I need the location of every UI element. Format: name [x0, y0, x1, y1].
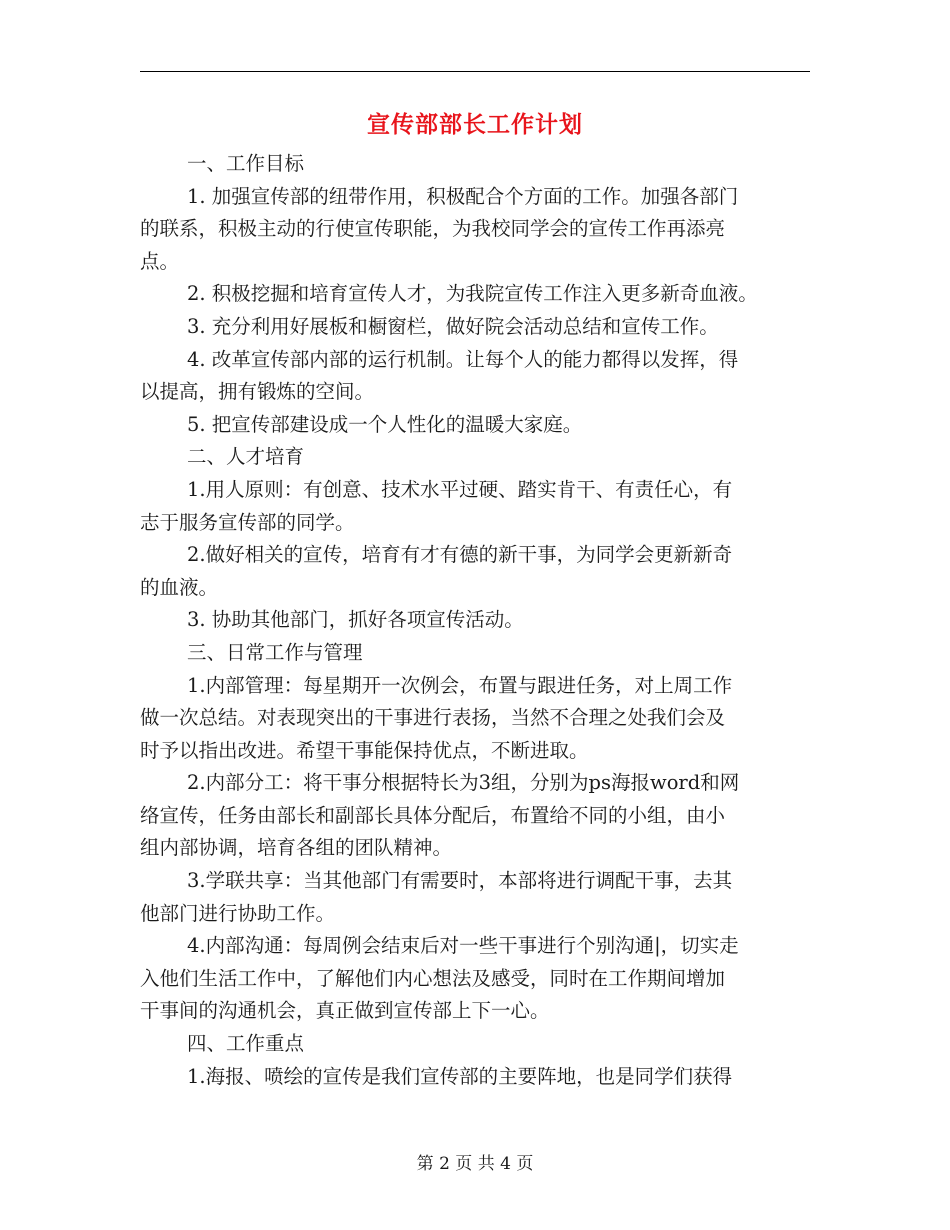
document-title: 宣传部部长工作计划 — [367, 111, 583, 138]
paragraph-line: 干事间的沟通机会，真正做到宣传部上下一心。 — [140, 999, 550, 1023]
paragraph-line: 1.内部管理：每星期开一次例会，布置与跟进任务，对上周工作 — [187, 673, 733, 697]
paragraph-line: 以提高，拥有锻炼的空间。 — [140, 380, 375, 404]
paragraph-line: 4.内部沟通：每周例会结束后对一些干事进行个别沟通|，切实走 — [187, 934, 739, 958]
paragraph-line: 1. 加强宣传部的纽带作用，积极配合个方面的工作。加强各部门 — [187, 184, 739, 208]
paragraph-line: 2.内部分工：将干事分根据特长为3组，分别为ps海报word和网 — [187, 771, 740, 795]
paragraph-line: 点。 — [140, 249, 180, 273]
paragraph-line: 志于服务宣传部的同学。 — [140, 510, 355, 534]
paragraph-line: 1.海报、喷绘的宣传是我们宣传部的主要阵地，也是同学们获得 — [187, 1064, 733, 1088]
paragraph-line: 四、工作重点 — [187, 1032, 305, 1056]
paragraph-line: 组内部协调，培育各组的团队精神。 — [140, 836, 453, 860]
paragraph-line: 5. 把宣传部建设成一个人性化的温暖大家庭。 — [187, 412, 583, 436]
paragraph-line: 二、人才培育 — [187, 445, 305, 469]
paragraph-line: 3. 协助其他部门，抓好各项宣传活动。 — [187, 608, 524, 632]
paragraph-line: 3.学联共享：当其他部门有需要时，本部将进行调配干事，去其 — [187, 869, 733, 893]
header-rule — [140, 71, 810, 72]
paragraph-line: 三、日常工作与管理 — [187, 640, 363, 664]
paragraph-line: 时予以指出改进。希望干事能保持优点，不断进取。 — [140, 738, 589, 762]
paragraph-line: 他部门进行协助工作。 — [140, 901, 336, 925]
paragraph-line: 1.用人原则：有创意、技术水平过硬、踏实肯干、有责任心，有 — [187, 477, 733, 501]
paragraph-line: 2.做好相关的宣传，培育有才有德的新干事，为同学会更新新奇 — [187, 543, 733, 567]
paragraph-line: 3. 充分利用好展板和橱窗栏，做好院会活动总结和宣传工作。 — [187, 314, 719, 338]
paragraph-line: 4. 改革宣传部内部的运行机制。让每个人的能力都得以发挥，得 — [187, 347, 739, 371]
paragraph-line: 的血液。 — [140, 575, 219, 599]
document-body — [140, 148, 820, 1093]
paragraph-line: 入他们生活工作中，了解他们内心想法及感受，同时在工作期间增加 — [140, 966, 726, 990]
paragraph-line: 2. 积极挖掘和培育宣传人才，为我院宣传工作注入更多新奇血液。 — [187, 282, 758, 306]
page-number: 第 2 页 共 4 页 — [416, 1154, 534, 1174]
paragraph-line: 做一次总结。对表现突出的干事进行表扬，当然不合理之处我们会及 — [140, 706, 726, 730]
paragraph-line: 一、工作目标 — [187, 152, 305, 175]
paragraph-line: 的联系，积极主动的行使宣传职能，为我校同学会的宣传工作再添亮 — [140, 217, 726, 241]
paragraph-line: 络宣传，任务由部长和副部长具体分配后，布置给不同的小组，由小 — [140, 803, 726, 827]
